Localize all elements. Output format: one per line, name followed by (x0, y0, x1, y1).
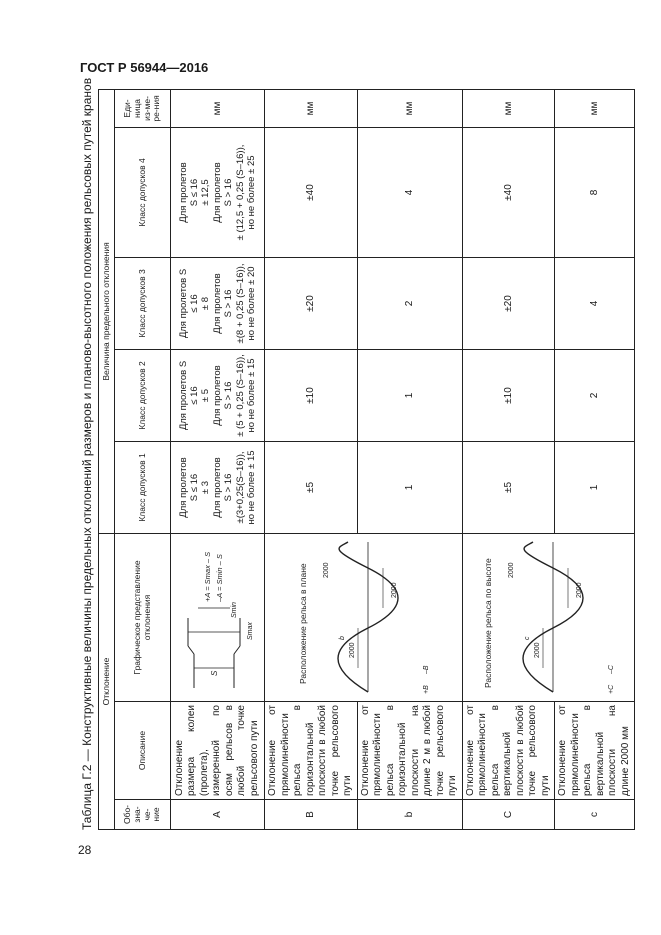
header-limit: Величина предельного отклонения (99, 89, 115, 533)
header-class-2: Класс допусков 2 (115, 350, 171, 442)
row-class-3 (171, 258, 265, 350)
row-class-4 (171, 128, 265, 258)
header-class-4: Класс допусков 4 (115, 128, 171, 258)
gauge-smin-label: Smin (230, 602, 238, 618)
row-description: Отклонение от прямолинейности рельса в вертикальной плоскости на длине 2000 мм (555, 702, 635, 800)
header-class-3: Класс допусков 3 (115, 258, 171, 350)
graphic-gauge-diagram (171, 534, 265, 702)
tol-line: но не более ± 15 (245, 358, 257, 433)
height-dim-2: 2000 (576, 582, 584, 598)
tol-line: ± 12,5 (200, 179, 212, 206)
row-class-1: 1 (555, 442, 635, 534)
row-class-1 (171, 442, 265, 534)
row-class-1: ±5 (265, 442, 358, 534)
gauge-formula-1: +A = Smax – S (202, 551, 212, 602)
height-caption: Расположение рельса по высоте (483, 558, 494, 688)
height-deviation-svg (473, 538, 623, 698)
tol-line: Для пролетов (211, 162, 223, 223)
tol-line: Для пролетов (177, 162, 189, 223)
table-row (462, 89, 555, 829)
row-class-2: 1 (357, 350, 462, 442)
row-description: Отклонение от прямолинейности рельса в горизонтальной плоскости в любой точке рельсового пути (265, 702, 358, 800)
table-row (357, 89, 462, 829)
row-class-4: 8 (555, 128, 635, 258)
header-graphic: Графическое представление отклонения (115, 534, 171, 702)
row-symbol: B (265, 800, 358, 830)
table-row (171, 89, 265, 829)
tol-line: Для пролетов (177, 457, 189, 518)
row-class-3: ±20 (462, 258, 555, 350)
plan-dim-2: 2000 (391, 582, 399, 598)
row-class-2 (171, 350, 265, 442)
row-symbol: A (171, 800, 265, 830)
tol-line: но не более ± 15 (245, 450, 257, 525)
tol-line: ± 8 (200, 296, 212, 311)
table-row (265, 89, 358, 829)
tol-line: Для пролетов (211, 457, 223, 518)
tol-line: S ≤ 16 (189, 178, 201, 207)
row-class-3: 2 (357, 258, 462, 350)
tol-line: S > 16 (223, 473, 235, 502)
row-class-3: 4 (555, 258, 635, 350)
tol-line: Для пролетов S (177, 360, 189, 431)
row-unit: мм (357, 89, 462, 127)
tol-line: S > 16 (223, 381, 235, 410)
gauge-formula-2: –A = Smin – S (214, 554, 224, 602)
row-class-2: ±10 (265, 350, 358, 442)
tol-line: ±(8 + 0,25 (S–16)), (234, 263, 246, 344)
row-unit: мм (555, 89, 635, 127)
tol-line: ≤ 16 (189, 386, 201, 405)
tol-line: ±(3+0,25(S–16)), (234, 451, 246, 524)
rotated-table-area (76, 77, 631, 830)
tol-line: ± 3 (200, 480, 212, 495)
row-symbol: C (462, 800, 555, 830)
tol-line: ± (5 + 0,25 (S–16)), (234, 354, 246, 437)
gauge-deviation-svg (174, 538, 262, 698)
tol-line: S > 16 (223, 289, 235, 318)
graphic-height-diagram (462, 534, 635, 702)
row-class-4: 4 (357, 128, 462, 258)
tol-line: S ≤ 16 (189, 473, 201, 502)
tol-line: но не более ± 25 (245, 155, 257, 230)
height-c-label: c (524, 636, 532, 640)
row-unit: мм (462, 89, 555, 127)
row-unit: мм (171, 89, 265, 127)
header-symbol: Обо-зна-че-ние (115, 800, 171, 830)
plan-minus-b: –B (423, 665, 431, 674)
tol-line: ± 5 (200, 388, 212, 403)
tol-line: но не более ± 20 (245, 266, 257, 341)
table-caption: Таблица Г.2 — Конструктивные величины предельных отклонений размеров и планово-высотного положения рельсовых путей кранов (80, 77, 94, 830)
height-dim-3: 2000 (508, 562, 516, 578)
graphic-plan-diagram (265, 534, 463, 702)
plan-plus-b: +B (423, 685, 431, 694)
tolerance-table (98, 89, 635, 830)
plan-b-label: b (339, 636, 347, 640)
header-unit: Еди-ница из-ме-ре-ния (115, 89, 171, 127)
tol-line: ± (12,5 + 0,25 (S–16)), (234, 144, 246, 241)
row-class-1: ±5 (462, 442, 555, 534)
document-header: ГОСТ Р 56944—2016 (80, 60, 209, 75)
row-class-3: ±20 (265, 258, 358, 350)
tol-line: Для пролетов S (177, 268, 189, 339)
row-symbol: b (357, 800, 462, 830)
plan-deviation-svg (288, 538, 438, 698)
plan-dim-1: 2000 (349, 642, 357, 658)
row-description: Отклонение размера колеи (пролета), измеренной по осям рельсов в любой точке рельсового пути (171, 702, 265, 800)
header-description: Описание (115, 702, 171, 800)
header-deviation: Отклонение (99, 534, 115, 830)
page-number: 28 (78, 843, 92, 857)
plan-caption: Расположение рельса в плане (298, 563, 309, 684)
height-minus-c: –C (608, 665, 616, 674)
row-description: Отклонение от прямолинейности рельса в вертикальной плоскости в любой точке рельсового пути (462, 702, 555, 800)
header-class-1: Класс допусков 1 (115, 442, 171, 534)
height-dim-1: 2000 (534, 642, 542, 658)
row-unit: мм (265, 89, 358, 127)
tol-line: Для пролетов (211, 365, 223, 426)
tol-line: S > 16 (223, 178, 235, 207)
plan-dim-3: 2000 (323, 562, 331, 578)
row-description: Отклонение от прямолинейности рельса в горизонтальной плоскости на длине 2 м в любой точке рельсового пути (357, 702, 462, 800)
row-symbol: c (555, 800, 635, 830)
row-class-4: ±40 (265, 128, 358, 258)
tol-line: ≤ 16 (189, 294, 201, 313)
gauge-s-label: S (209, 670, 219, 676)
table-row (555, 89, 635, 829)
row-class-1: 1 (357, 442, 462, 534)
height-plus-c: +C (608, 684, 616, 694)
row-class-4: ±40 (462, 128, 555, 258)
row-class-2: ±10 (462, 350, 555, 442)
row-class-2: 2 (555, 350, 635, 442)
gauge-smax-label: Smax (246, 622, 254, 640)
tol-line: Для пролетов (211, 273, 223, 334)
